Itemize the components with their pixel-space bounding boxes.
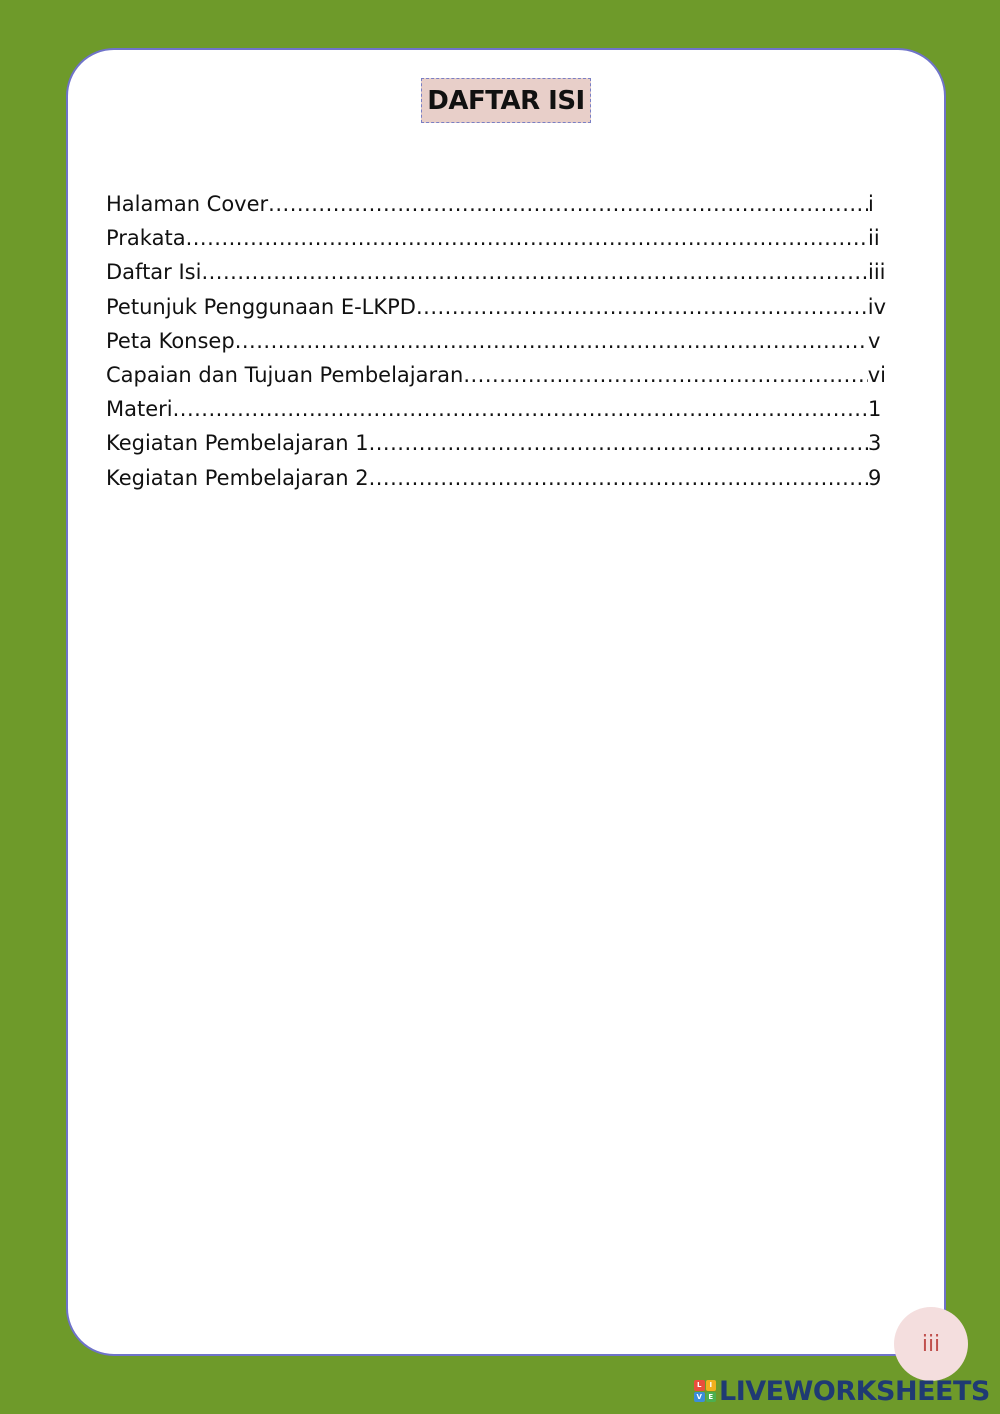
toc-row (106, 466, 896, 500)
page-number: iii (921, 1331, 941, 1357)
toc-leader-dots (268, 192, 868, 216)
toc-page-number: iv (867, 294, 886, 319)
toc-leader-dots (173, 397, 868, 421)
title-box (421, 78, 591, 123)
toc-row (106, 226, 896, 260)
toc-label: Petunjuk Penggunaan E-LKPD (106, 294, 416, 319)
toc-leader-dots (416, 295, 868, 319)
toc-label: Prakata (106, 226, 186, 251)
toc-page-number: i (868, 192, 874, 216)
toc-leader-dots (201, 260, 868, 284)
logo-mark-letter: I (706, 1380, 717, 1391)
liveworksheets-logo[interactable] (694, 1376, 990, 1406)
toc-page-number: 3 (868, 431, 882, 456)
table-of-contents (106, 192, 896, 500)
toc-page-number: 9 (868, 465, 882, 490)
logo-text: LIVEWORKSHEETS (719, 1375, 990, 1407)
toc-label: Kegiatan Pembelajaran 2 (106, 465, 369, 490)
toc-leader-dots (235, 329, 868, 353)
toc-leader-dots (369, 466, 868, 490)
toc-page-number: ii (868, 226, 880, 251)
toc-row (106, 329, 896, 363)
toc-row (106, 260, 896, 294)
toc-row (106, 295, 896, 329)
toc-leader-dots (463, 363, 867, 387)
toc-page-number: 1 (868, 397, 882, 422)
toc-page-number: v (868, 328, 881, 353)
toc-label: Halaman Cover (106, 192, 269, 216)
toc-row (106, 431, 896, 465)
logo-mark-letter: V (694, 1392, 705, 1403)
page-title: DAFTAR ISI (427, 85, 585, 116)
toc-label: Daftar Isi (106, 260, 202, 285)
toc-label: Peta Konsep (106, 328, 235, 353)
toc-page-number: iii (868, 260, 886, 285)
toc-row (106, 363, 896, 397)
toc-leader-dots (186, 226, 868, 250)
liveworksheets-logo-icon (694, 1380, 716, 1402)
toc-row (106, 192, 896, 226)
logo-mark-letter: L (694, 1380, 705, 1391)
logo-mark-letter: E (706, 1392, 717, 1403)
toc-row (106, 397, 896, 431)
toc-label: Capaian dan Tujuan Pembelajaran (106, 362, 464, 387)
toc-leader-dots (369, 431, 868, 455)
toc-label: Kegiatan Pembelajaran 1 (106, 431, 369, 456)
toc-label: Materi (106, 397, 173, 422)
page-number-badge (894, 1307, 968, 1381)
toc-page-number: vi (867, 362, 886, 387)
